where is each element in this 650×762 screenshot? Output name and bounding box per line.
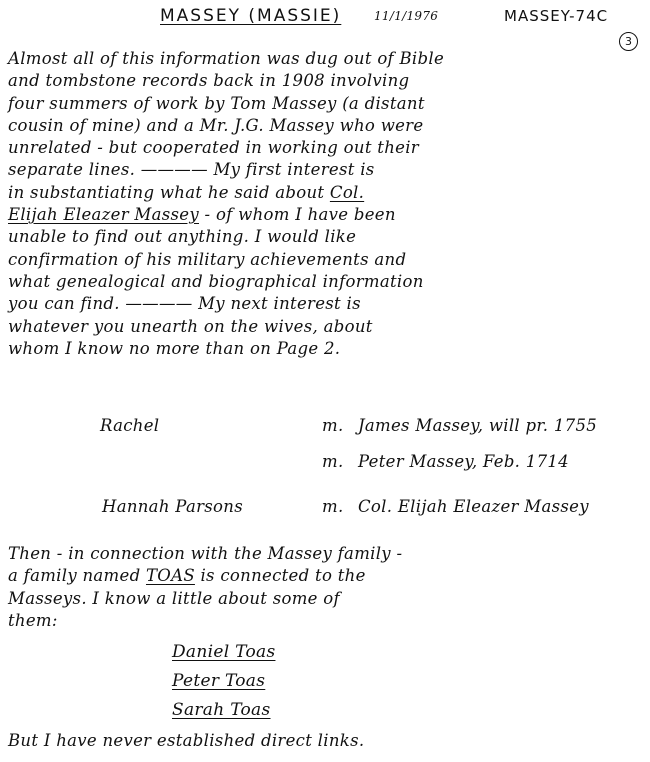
page-number-circle: 3 — [619, 32, 638, 51]
line-text: in substantiating what he said about Col. — [8, 182, 365, 202]
underlined-name: Col. — [329, 182, 365, 202]
letter-date: 11/1/1976 — [374, 9, 439, 23]
intro-paragraph — [8, 48, 638, 360]
toas-name: Peter Toas — [172, 671, 266, 691]
paragraph-line: Almost all of this information was dug out of Bible — [8, 49, 445, 68]
paragraph-line: whatever you unearth on the wives, about — [8, 316, 373, 336]
paragraph-line — [8, 182, 638, 204]
toas-name-list — [172, 638, 275, 725]
paragraph-line: unable to find out anything. I would like — [8, 227, 357, 247]
family-line — [100, 497, 645, 525]
paragraph-line: Then - in connection with the Massey family - — [8, 544, 403, 563]
wife-name: Hannah Parsons — [102, 497, 243, 516]
paragraph-line: But I have never established direct links. — [8, 731, 365, 750]
surname-title: MASSEY (MASSIE) — [160, 6, 342, 26]
toas-name: Daniel Toas — [172, 642, 276, 662]
husband-name: Col. Elijah Eleazer Massey — [358, 497, 589, 516]
married-abbrev: m. — [322, 416, 344, 435]
reference-code: MASSEY-74C — [504, 7, 609, 25]
paragraph-line: you can find. ———— My next interest is — [8, 294, 361, 314]
paragraph-line: confirmation of his military achievements and — [8, 249, 407, 269]
paragraph-line — [8, 565, 638, 587]
toas-underlined: TOAS — [145, 566, 195, 586]
married-abbrev: m. — [322, 497, 344, 516]
line-text: a family named — [8, 566, 146, 586]
toas-name: Sarah Toas — [172, 700, 271, 720]
husband-name: James Massey, will pr. 1755 — [358, 416, 598, 435]
family-line — [100, 452, 645, 480]
paragraph-line: separate lines. ———— My first interest is — [8, 160, 375, 180]
paragraph-line: what genealogical and biographical information — [8, 271, 424, 291]
paragraph-line: whom I know no more than on Page 2. — [8, 338, 341, 358]
family-line — [100, 416, 645, 444]
paragraph-line: unrelated - but cooperated in working out their — [8, 138, 419, 158]
paragraph-line: them: — [8, 610, 58, 630]
husband-name: Peter Massey, Feb. 1714 — [358, 452, 569, 471]
paragraph-line: and tombstone records back in 1908 involving — [8, 71, 410, 91]
wife-name: Rachel — [100, 416, 160, 435]
line-text: Elijah Eleazer Massey - of whom I have been — [8, 205, 396, 225]
paragraph-line: Masseys. I know a little about some of — [8, 588, 340, 608]
paragraph-line — [8, 204, 638, 226]
closing-line — [8, 730, 638, 752]
paragraph-line: four summers of work by Tom Massey (a distant — [8, 93, 425, 113]
paragraph-line: cousin of mine) and a Mr. J.G. Massey who were — [8, 115, 424, 135]
line-text: is connected to the — [194, 566, 366, 586]
married-abbrev: m. — [322, 452, 344, 471]
toas-paragraph — [8, 543, 638, 632]
underlined-name: Elijah Eleazer Massey — [8, 205, 199, 225]
